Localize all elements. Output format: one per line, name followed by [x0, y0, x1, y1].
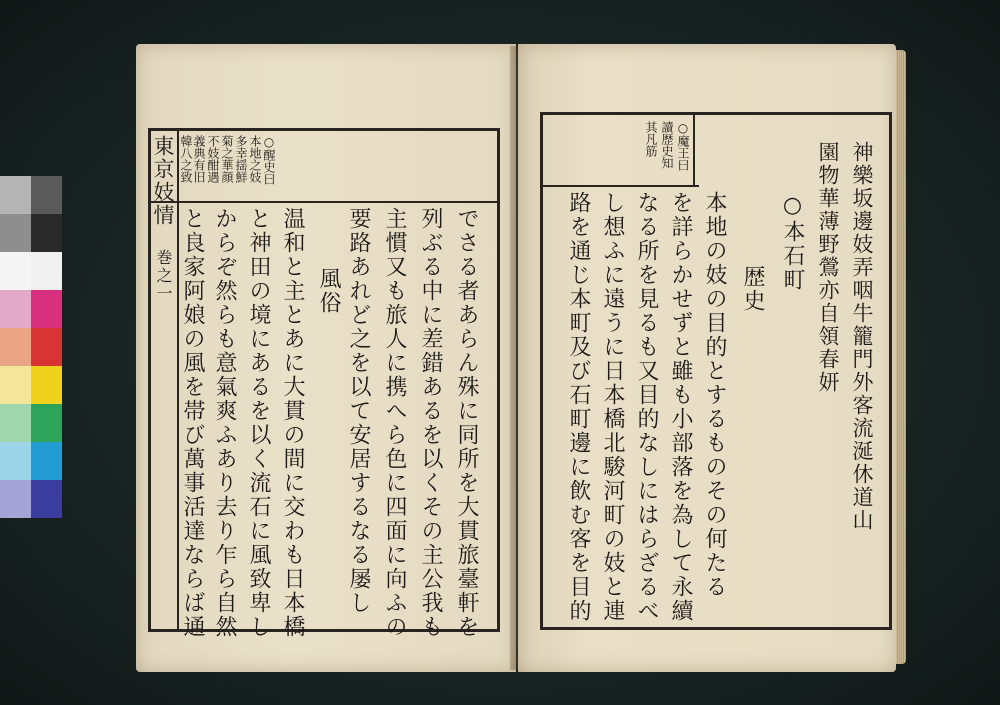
note-line: 義典有旧 [192, 135, 206, 183]
right-page-frame [540, 112, 892, 630]
color-swatch [0, 404, 31, 442]
color-swatch [31, 442, 62, 480]
left-page-frame [148, 128, 500, 639]
note-line: ○醒史曰 [262, 135, 276, 185]
right-note-divider [543, 185, 699, 187]
body-column: 要路あれど之を以て安居するなる屡し [346, 207, 371, 615]
color-swatch [31, 252, 62, 290]
color-swatch [0, 366, 31, 404]
spine-title: 東京妓情 [151, 135, 175, 227]
body-column: でさる者あらん殊に同所を大貫旅臺軒を [454, 207, 479, 639]
color-swatch [0, 442, 31, 480]
color-swatch [31, 404, 62, 442]
note-line: 菊之華顔 [220, 135, 234, 183]
color-swatch [31, 290, 62, 328]
section-heading: 風俗 [316, 267, 341, 315]
color-swatch [0, 214, 31, 252]
body-column: 路を通じ本町及び石町邊に飲む客を目的 [566, 191, 591, 623]
body-column: からぞ然らも意氣爽ふあり去り乍ら自然 [212, 207, 237, 639]
subsection-title: 歴史 [740, 265, 765, 313]
color-swatch [31, 214, 62, 252]
note-line: 多幸揺鮮 [234, 135, 248, 183]
left-note-divider [151, 201, 497, 203]
color-swatch [31, 176, 62, 214]
color-swatch [0, 290, 31, 328]
note-line: 不妓酣遇 [206, 135, 220, 183]
right-note-rule [693, 115, 695, 185]
body-column: を詳らかせずと雖も小部落を為して永續 [668, 191, 693, 623]
poem-line: 神樂坂邊妓弄咽牛籠門外客流涎休道山 [850, 141, 874, 532]
note-line: 韓八之致 [179, 135, 193, 183]
left-page [136, 44, 516, 672]
body-column: 本地の妓の目的とするものその何たる [702, 191, 727, 599]
body-column: 列ぶる中に差錯あるを以くその主公我も [418, 207, 443, 639]
color-swatch [31, 480, 62, 518]
open-book [130, 36, 910, 676]
body-column: と良家阿娘の風を帯び萬事活達ならば通 [180, 207, 205, 639]
spine-volume: 巻之一 [154, 249, 173, 303]
note-line: 本地之妓 [248, 135, 262, 183]
right-page [518, 44, 896, 672]
body-column: と神田の境にあるを以く流石に風致卑し [246, 207, 271, 639]
page-edges [896, 50, 906, 664]
body-column: なる所を見るも又目的なしにはらざるべ [634, 191, 659, 623]
section-title: ○本石町 [780, 193, 805, 292]
body-column: 温和と主とあに大貫の間に交わも日本橋 [280, 207, 305, 639]
color-swatch [31, 328, 62, 366]
note-line: ○魔王曰 [676, 121, 690, 171]
body-column: 主慣又も旅人に携へら色に四面に向ふの [382, 207, 407, 639]
color-swatch [0, 480, 31, 518]
note-line: 其凡筋 [644, 121, 658, 157]
left-margin-rule [177, 131, 179, 629]
body-column: し想ふに遠うに日本橋北駿河町の妓と連 [600, 191, 625, 623]
color-swatch [0, 252, 31, 290]
color-swatch [31, 366, 62, 404]
poem-line: 園物華薄野鶯亦自領春妍 [816, 141, 840, 394]
note-line: 讀歴史知 [660, 121, 674, 169]
color-swatch [0, 328, 31, 366]
color-swatch [0, 176, 31, 214]
